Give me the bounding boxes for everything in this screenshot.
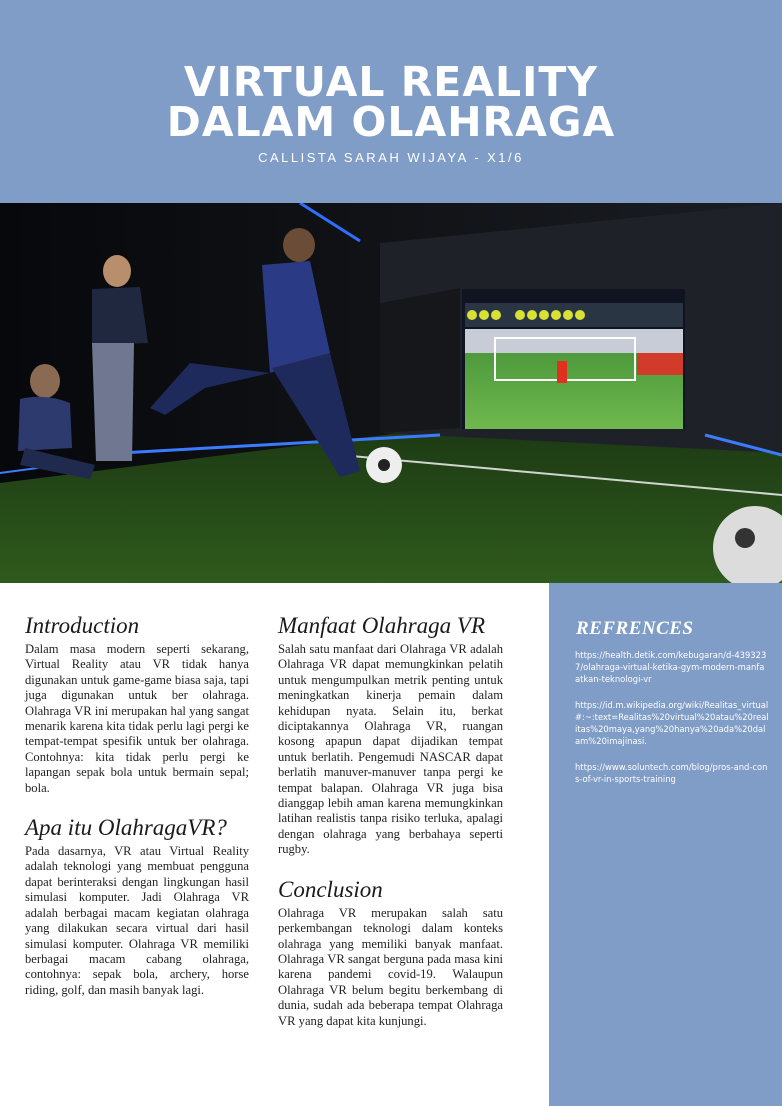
column-middle — [278, 612, 503, 1029]
header-banner — [0, 0, 782, 203]
column-left — [25, 612, 249, 998]
reference-link[interactable]: https://www.soluntech.com/blog/pros-and-cons-of-vr-in-sports-training — [575, 762, 768, 784]
introduction-heading: Introduction — [25, 613, 140, 638]
apa-itu-body: Pada dasarnya, VR atau Virtual Reality adalah teknologi yang membuat pengguna dapat berinteraksi dengan lingkungan hasil simulasi komputer. Jadi Olahraga VR adalah berbagai macam kegiatan olahraga yang dilakukan secara virtual dari hasil simulasi komputer. Olahraga VR memiliki berbagai macam cabang olahraga, contohnya: sepak bola, archery, horse riding, golf, dan masih banyak lagi. — [25, 844, 249, 997]
references-list — [575, 649, 769, 799]
author-subtitle: CALLISTA SARAH WIJAYA - X1/6 — [258, 150, 524, 165]
references-heading: REFRENCES — [576, 618, 694, 639]
title-line-2: DALAM OLAHRAGA — [166, 98, 616, 146]
conclusion-body: Olahraga VR merupakan salah satu perkembangan teknologi dalam konteks olahraga yang memiliki banyak manfaat. Olahraga VR sangat berguna pada masa kini karena pandemi covid-19. Walaupun Olahraga VR belum begitu berkembang di dunia, sudah ada beberapa tempat Olahraga VR yang dapat kita kunjungi. — [278, 905, 503, 1028]
reference-link[interactable]: https://health.detik.com/kebugaran/d-4393237/olahraga-virtual-ketika-gym-modern-manfaatkan-teknologi-vr — [575, 650, 767, 684]
manfaat-body: Salah satu manfaat dari Olahraga VR adalah Olahraga VR dapat memungkinkan pelatih untuk mengumpulkan metrik penting untuk meningkatkan kinerja pemain dalam kehidupan nyata. Selain itu, berkat diciptakannya Olahraga VR, ruangan kosong apapun dapat dijadikan tempat untuk berlatih. Pengemudi NASCAR dapat berlatih manuver-manuver tanpa pergi ke tempat balapan. Olahraga VR juga bisa dianggap lebih aman karena memungkinkan latihan realistis tanpa risiko terluka, apalagi dengan olahraga yang berbahaya seperti rugby. — [278, 642, 503, 857]
page-title — [0, 58, 782, 146]
introduction-body: Dalam masa modern seperti sekarang, Virtual Reality atau VR tidak hanya digunakan untuk game-game biasa saja, tapi juga digunakan untuk ber olahraga. Olahraga VR ini merupakan hal yang sangat menarik karena kita tidak perlu lagi pergi ke tempat-tempat spesifik untuk ber olahraga. Contohnya: kita tidak perlu pergi ke lapangan sepak bola untuk bermain sepal; bola. — [25, 642, 249, 795]
title-line-1: VIRTUAL REALITY — [183, 58, 599, 106]
hero-photo-vr-football — [0, 203, 782, 583]
hero-illustration — [0, 203, 782, 583]
reference-link[interactable]: https://id.m.wikipedia.org/wiki/Realitas_virtual#:~:text=Realitas%20virtual%20atau%20realitas%20maya,yang%20hanya%20ada%20dalam%20imajinasi. — [575, 700, 769, 746]
manfaat-heading: Manfaat Olahraga VR — [278, 613, 485, 638]
apa-itu-heading: Apa itu OlahragaVR? — [25, 815, 227, 841]
references-sidebar — [549, 583, 782, 1106]
conclusion-heading: Conclusion — [278, 876, 383, 902]
